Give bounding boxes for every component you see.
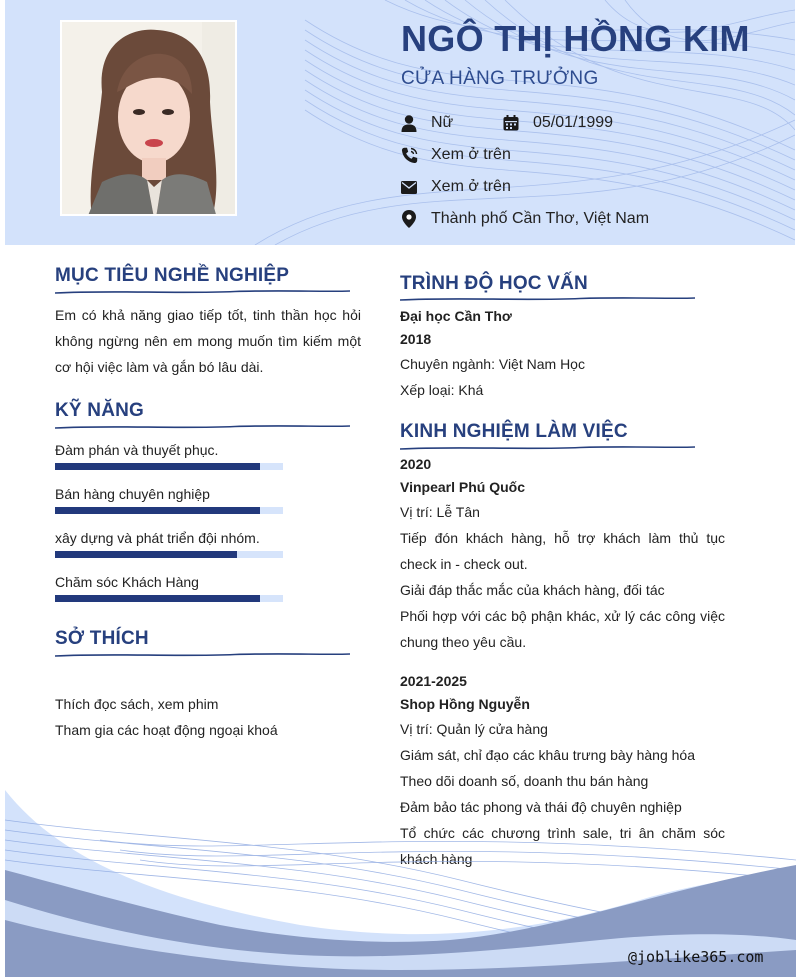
hobbies-heading: SỞ THÍCH: [55, 628, 149, 649]
objective-text: Em có khả năng giao tiếp tốt, tinh thần học hỏi không ngừng nên em mong muốn tìm kiếm một cơ hội việc làm và gắn bó lâu dài.: [55, 307, 361, 375]
job-duty: Tổ chức các chương trình sale, tri ân chăm sóc khách hàng: [400, 825, 725, 867]
skills-heading: KỸ NĂNG: [55, 400, 145, 421]
skill-bar-fill: [55, 507, 260, 514]
job-duty: Phối hợp với các bộ phận khác, xử lý các công việc chung theo yêu cầu.: [400, 608, 725, 650]
education-grade: Xếp loại: Khá: [400, 382, 484, 398]
skill-bar: [55, 463, 283, 470]
gender-value: Nữ: [431, 114, 454, 131]
address-row: [400, 208, 649, 230]
dob-value: 05/01/1999: [533, 114, 614, 131]
dob-row: [502, 112, 613, 134]
hobby-item: Thích đọc sách, xem phim: [55, 696, 219, 712]
job-duty: Giám sát, chỉ đạo các khâu trưng bày hàng hóa: [400, 747, 695, 763]
phone-row: [400, 144, 511, 166]
user-icon: [400, 114, 418, 132]
job-position: Vị trí: Lễ Tân: [400, 504, 480, 520]
email-value: Xem ở trên: [431, 178, 511, 195]
education-year: 2018: [400, 331, 432, 347]
job-duty: Đảm bảo tác phong và thái độ chuyên nghiệp: [400, 799, 682, 815]
job-duty: Tiếp đón khách hàng, hỗ trợ khách làm thủ tục check in - check out.: [400, 530, 725, 572]
job-duty: Giải đáp thắc mắc của khách hàng, đối tác: [400, 582, 665, 598]
education-heading: TRÌNH ĐỘ HỌC VẤN: [400, 273, 588, 294]
email-row: [400, 176, 511, 198]
skill-bar: [55, 507, 283, 514]
objective-heading: MỤC TIÊU NGHỀ NGHIỆP: [55, 265, 290, 286]
education-major: Chuyên ngành: Việt Nam Học: [400, 356, 585, 372]
skill-label: Chăm sóc Khách Hàng: [55, 574, 199, 590]
skill-label: xây dựng và phát triển đội nhóm.: [55, 530, 260, 546]
skill-label: Đàm phán và thuyết phục.: [55, 442, 219, 458]
phone-icon: [400, 146, 418, 164]
gender-row: [400, 112, 453, 134]
candidate-title: CỬA HÀNG TRƯỞNG: [401, 68, 599, 89]
skill-bar-fill: [55, 595, 260, 602]
address-value: Thành phố Cần Thơ, Việt Nam: [431, 210, 650, 227]
skill-bar: [55, 551, 283, 558]
objective-underline: [55, 289, 350, 295]
calendar-icon: [502, 114, 520, 132]
experience-heading: KINH NGHIỆM LÀM VIỆC: [400, 421, 628, 442]
experience-underline: [400, 445, 695, 451]
skills-underline: [55, 424, 350, 430]
hobby-item: Tham gia các hoạt động ngoại khoá: [55, 722, 278, 738]
map-pin-icon: [400, 210, 418, 228]
job-duty: Theo dõi doanh số, doanh thu bán hàng: [400, 773, 649, 789]
job-year: 2021-2025: [400, 673, 467, 689]
job-company: Vinpearl Phú Quốc: [400, 479, 525, 495]
hobbies-underline: [55, 652, 350, 658]
education-school: Đại học Cần Thơ: [400, 308, 512, 324]
skill-bar: [55, 595, 283, 602]
candidate-name: NGÔ THỊ HỒNG KIM: [401, 18, 750, 59]
skill-bar-fill: [55, 551, 237, 558]
skill-label: Bán hàng chuyên nghiệp: [55, 486, 210, 502]
education-underline: [400, 296, 695, 302]
phone-value: Xem ở trên: [431, 146, 511, 163]
watermark: @joblike365.com: [628, 948, 764, 966]
envelope-icon: [400, 178, 418, 196]
job-company: Shop Hồng Nguyễn: [400, 696, 530, 712]
profile-photo: [60, 20, 237, 216]
job-position: Vị trí: Quản lý cửa hàng: [400, 721, 548, 737]
job-year: 2020: [400, 456, 432, 472]
skill-bar-fill: [55, 463, 260, 470]
